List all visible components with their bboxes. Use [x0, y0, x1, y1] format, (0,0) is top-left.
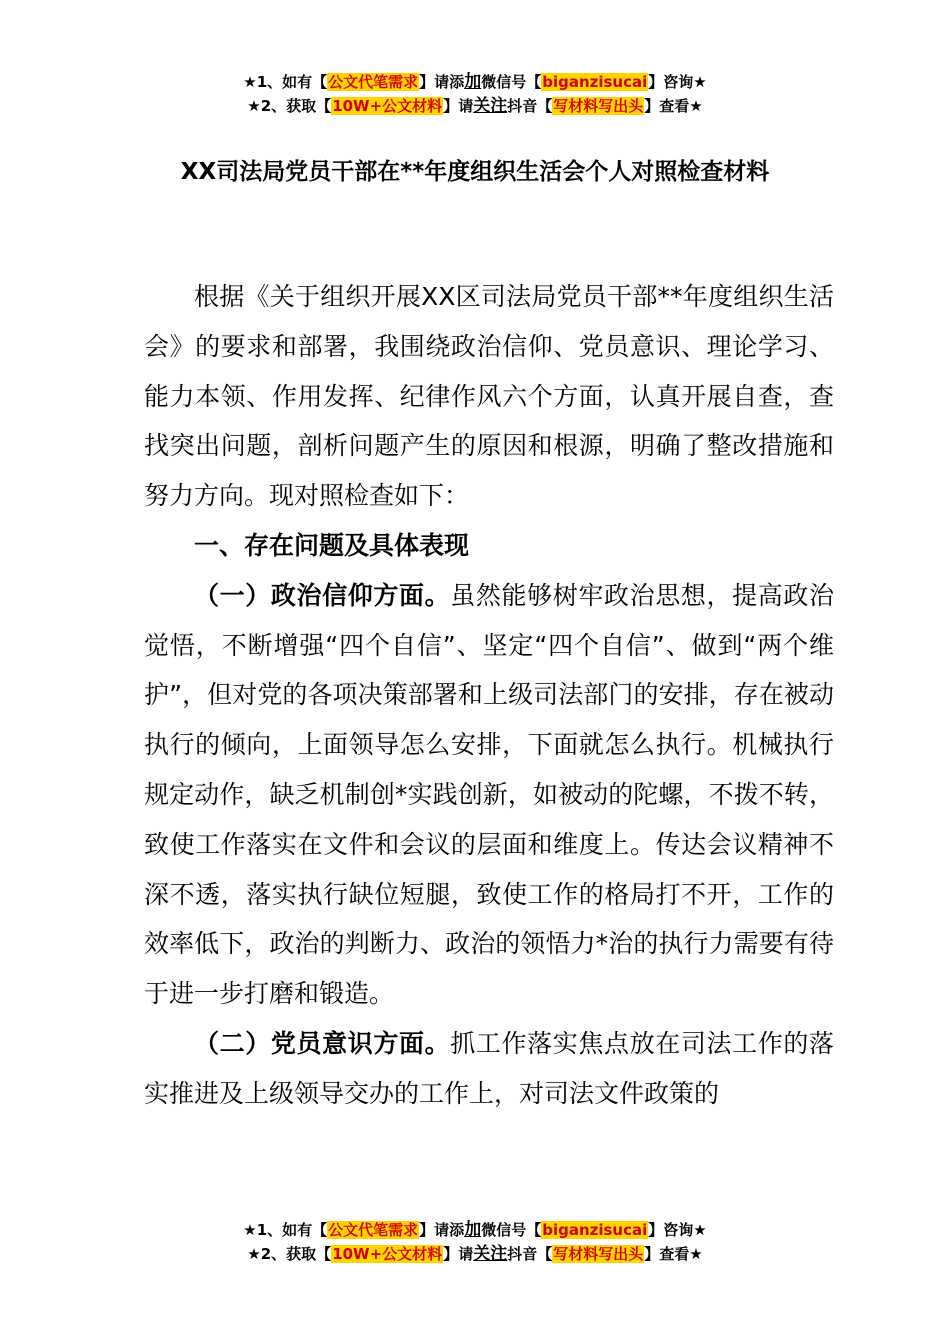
bottom-banner: [0, 1218, 950, 1266]
banner-line-2: [0, 1242, 950, 1266]
section-heading: 一、存在问题及具体表现: [194, 530, 470, 560]
banner-text: 】查看★: [644, 97, 703, 115]
banner-text: 】咨询★: [648, 73, 707, 91]
item-2-paragraph: [144, 1019, 834, 1119]
banner-text: 2、获取【: [260, 1245, 332, 1263]
star-icon: ★: [247, 97, 261, 115]
highlight-wechat-id: biganzisucai: [542, 73, 648, 91]
highlight-materials: 10W+公文材料: [332, 1245, 443, 1263]
banner-text: 】请: [443, 97, 474, 115]
highlight-douyin-account: 写材料写出头: [553, 1245, 644, 1263]
document-body: [144, 272, 834, 1119]
banner-text: 微信号【: [481, 73, 542, 91]
intro-paragraph: 根据《关于组织开展XX区司法局党员干部**年度组织生活会》的要求和部署，我围绕政治信仰、党员意识、理论学习、能力本领、作用发挥、纪律作风六个方面，认真开展自查，查找突出问题，剖析问题产生的原因和根源，明确了整改措施和努力方向。现对照检查如下：: [144, 282, 834, 511]
item-2-lead: （二）党员意识方面。: [194, 1028, 451, 1058]
banner-text: 】咨询★: [648, 1221, 707, 1239]
banner-text-underlined: 加: [464, 72, 482, 92]
highlight-materials: 10W+公文材料: [332, 97, 443, 115]
banner-line-2: [0, 94, 950, 118]
banner-text: 2、获取【: [260, 97, 332, 115]
highlight-service: 公文代笔需求: [328, 1221, 419, 1239]
banner-text-underlined: 关注: [473, 96, 508, 116]
banner-text: 抖音【: [507, 97, 553, 115]
item-1-paragraph: [144, 571, 834, 1019]
highlight-douyin-account: 写材料写出头: [553, 97, 644, 115]
banner-text: 】请: [443, 1245, 474, 1263]
banner-text-underlined: 关注: [473, 1244, 508, 1264]
star-icon: ★: [247, 1245, 261, 1263]
banner-text: 】请添: [419, 1221, 465, 1239]
star-icon: ★: [243, 1221, 257, 1239]
banner-text-underlined: 加: [464, 1220, 482, 1240]
banner-text: 1、如有【: [256, 1221, 328, 1239]
star-icon: ★: [243, 73, 257, 91]
top-banner: [0, 70, 950, 118]
banner-text: 】查看★: [644, 1245, 703, 1263]
banner-text: 】请添: [419, 73, 465, 91]
highlight-wechat-id: biganzisucai: [542, 1221, 648, 1239]
highlight-service: 公文代笔需求: [328, 73, 419, 91]
banner-line-1: [0, 70, 950, 94]
item-1-text: 虽然能够树牢政治思想，提高政治觉悟，不断增强“四个自信”、坚定“四个自信”、做到“两个维护”，但对党的各项决策部署和上级司法部门的安排，存在被动执行的倾向，上面领导怎么安排，下面就怎么执行。机械执行规定动作，缺乏机制创*实践创新，如被动的陀螺，不拨不转，致使工作落实在文件和会议的层面和维度上。传达会议精神不深不透，落实执行缺位短腿，致使工作的格局打不开，工作的效率低下，政治的判断力、政治的领悟力*治的执行力需要有待于进一步打磨和锻造。: [144, 580, 834, 1009]
document-title: XX司法局党员干部在**年度组织生活会个人对照检查材料: [180, 159, 770, 185]
item-2-text: 抓工作落实焦点放在司法工作的落实推进及上级领导交办的工作上，对司法文件政策的: [144, 1028, 834, 1108]
item-1-lead: （一）政治信仰方面。: [194, 580, 451, 610]
banner-line-1: [0, 1218, 950, 1242]
banner-text: 抖音【: [507, 1245, 553, 1263]
banner-text: 1、如有【: [256, 73, 328, 91]
banner-text: 微信号【: [481, 1221, 542, 1239]
